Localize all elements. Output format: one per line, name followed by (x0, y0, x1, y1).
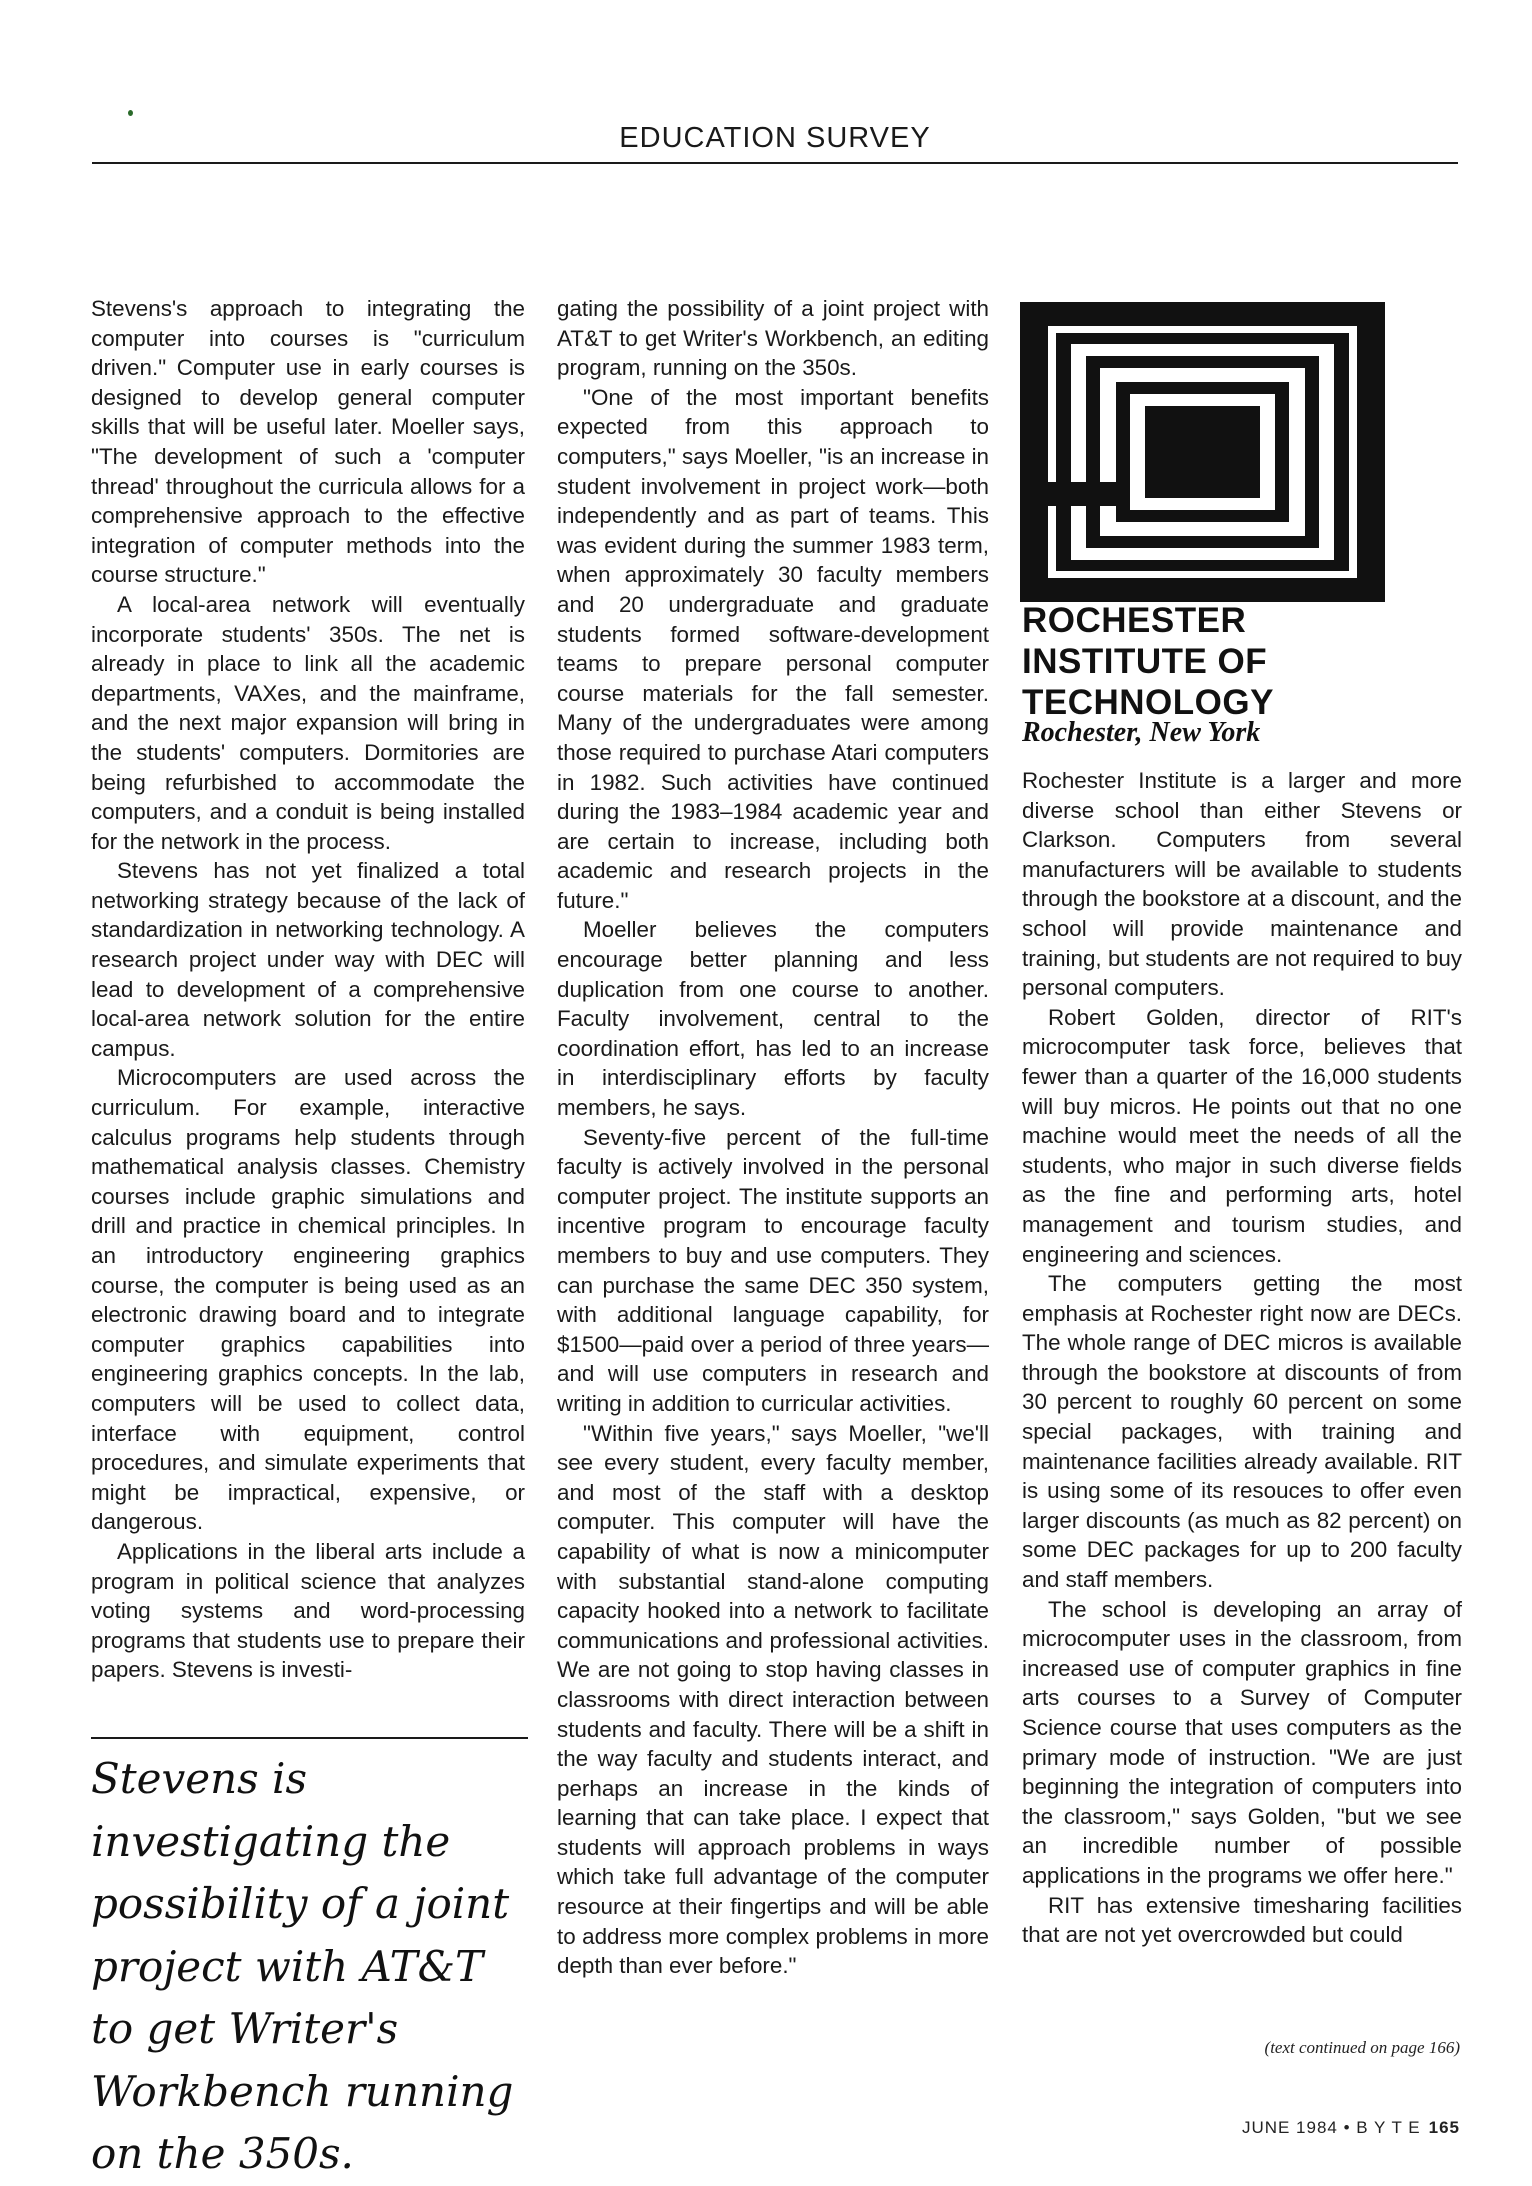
paragraph: Robert Golden, director of RIT's microcomputer task force, believes that fewer than a quarter of the 16,000 students will buy micros. He points out that no one machine would meet the needs of all the students, who major in such diverse fields as the fine and performing arts, hotel management and tourism studies, and engineering and sciences. (1022, 1004, 1462, 1267)
paragraph: gating the possibility of a joint project with AT&T to get Writer's Workbench, an editing program, running on the 350s. (557, 296, 989, 381)
school-name (1022, 600, 1462, 723)
paragraph: "One of the most important benefits expected from this approach to computers," says Moeller, "is an increase in student involvement in project work—both independently and as part of teams. This was evident during the summer 1983 term, when approximately 30 faculty members and 20 undergraduate and graduate students formed software-development teams to prepare personal computer course materials for the fall semester. Many of the undergraduates were among those required to purchase Atari computers in 1982. Such activities have continued during the 1983–1984 academic year and are certain to increase, including both academic and research projects in the future." (557, 384, 989, 913)
section-title: EDUCATION SURVEY (619, 122, 931, 154)
paragraph: Rochester Institute is a larger and more diverse school than either Stevens or Clarkson. Computers from several manufacturers will be available to students through the bookstore at a discount, and the school will provide maintenance and training, but students are not required to buy personal computers. (1022, 768, 1462, 1001)
paragraph: RIT has extensive timesharing facilities that are not yet overcrowded but could (1022, 1892, 1462, 1948)
paragraph: Applications in the liberal arts include a program in political science that analyzes voting systems and word-processing programs that students use to prepare their papers. Stevens is investi- (91, 1538, 525, 1683)
school-name-line: TECHNOLOGY (1022, 683, 1274, 722)
page-footer (1242, 2118, 1460, 2138)
paragraph: The computers getting the most emphasis at Rochester right now are DECs. The whole range of DEC micros is available through the bookstore at discounts of from 30 percent to roughly 60 percent on some special packages, with training and maintenance facilities already available. RIT is using some of its resouces to offer even larger discounts (as much as 82 percent) on some DEC packages for up to 200 faculty and staff members. (1022, 1271, 1462, 1593)
continued-note: (text continued on page 166) (1264, 2038, 1460, 2057)
pullquote: Stevens is investigating the possibility of a joint project with AT&T to get Writer's Workbench running on the 350s. (91, 1754, 514, 2178)
page-number: 165 (1428, 2118, 1460, 2137)
article-column-3 (1022, 766, 1462, 1950)
paragraph: The school is developing an array of microcomputer uses in the classroom, from increased use of computer graphics in fine arts courses to a Survey of Computer Science course that uses computers as the primary mode of instruction. "We are just beginning the integration of computers into the classroom," says Golden, "but we see an incredible number of possible applications in the programs we offer here." (1022, 1596, 1462, 1888)
school-name-line: ROCHESTER (1022, 601, 1247, 640)
school-name-line: INSTITUTE OF (1022, 642, 1268, 681)
paragraph: Microcomputers are used across the curriculum. For example, interactive calculus programs help students through mathematical analysis classes. Chemistry courses include graphic simulations and drill and practice in chemical principles. In an introductory engineering graphics course, the computer is being used as an electronic drawing board and to integrate computer graphics capabilities into engineering graphics concepts. In the lab, computers will be used to collect data, interface with equipment, control procedures, and simulate experiments that might be impractical, expensive, or dangerous. (91, 1065, 525, 1535)
section-header (92, 118, 1458, 164)
paragraph: Stevens has not yet finalized a total networking strategy because of the lack of standardization in networking technology. A research project under way with DEC will lead to development of a comprehensive local-area network solution for the entire campus. (91, 858, 525, 1061)
paragraph: Stevens's approach to integrating the computer into courses is "curriculum driven." Computer use in early courses is designed to develop general computer skills that will be useful later. Moeller says, "The development of such a 'computer thread' throughout the curricula allows for a comprehensive approach to the effective integration of computer methods into the course structure." (91, 296, 525, 588)
school-location: Rochester, New York (1022, 717, 1261, 748)
pullquote-rule (91, 1737, 528, 1739)
paragraph: Moeller believes the computers encourage better planning and less duplication from one course to another. Faculty involvement, central to the coordination effort, has led to an increase in interdisciplinary efforts by faculty members, he says. (557, 917, 989, 1121)
paragraph: "Within five years," says Moeller, "we'll see every student, every faculty member, and most of the staff with a desktop computer. This computer will have the capability of what is now a minicomputer with substantial stand-alone computing capacity hooked into a network to facilitate communications and professional activities. We are not going to stop having classes in classrooms with direct interaction between students and faculty. There will be a shift in the way faculty and students interact, and perhaps an increase in the kinds of learning that can take place. I expect that students will approach problems in ways which take full advantage of the computer resource at their fingertips and will be able to address more complex problems in more depth than ever before." (557, 1420, 989, 1979)
printing-mark (128, 110, 133, 116)
issue-label: JUNE 1984 • B Y T E (1241, 2118, 1421, 2137)
rit-logo (1020, 302, 1385, 602)
paragraph: Seventy-five percent of the full-time faculty is actively involved in the personal computer project. The institute supports an incentive program to encourage faculty members to buy and use computers. They can purchase the same DEC 350 system, with additional language capability, for $1500—paid over a period of three years—and will use computers in research and writing in addition to curricular activities. (557, 1124, 989, 1416)
article-column-2 (557, 294, 989, 1981)
article-column-1 (91, 294, 525, 1685)
paragraph: A local-area network will eventually incorporate students' 350s. The net is already in place to link all the academic departments, VAXes, and the mainframe, and the next major expansion will bring in the students' computers. Dormitories are being refurbished to accommodate the computers, and a conduit is being installed for the network in the process. (91, 591, 525, 854)
